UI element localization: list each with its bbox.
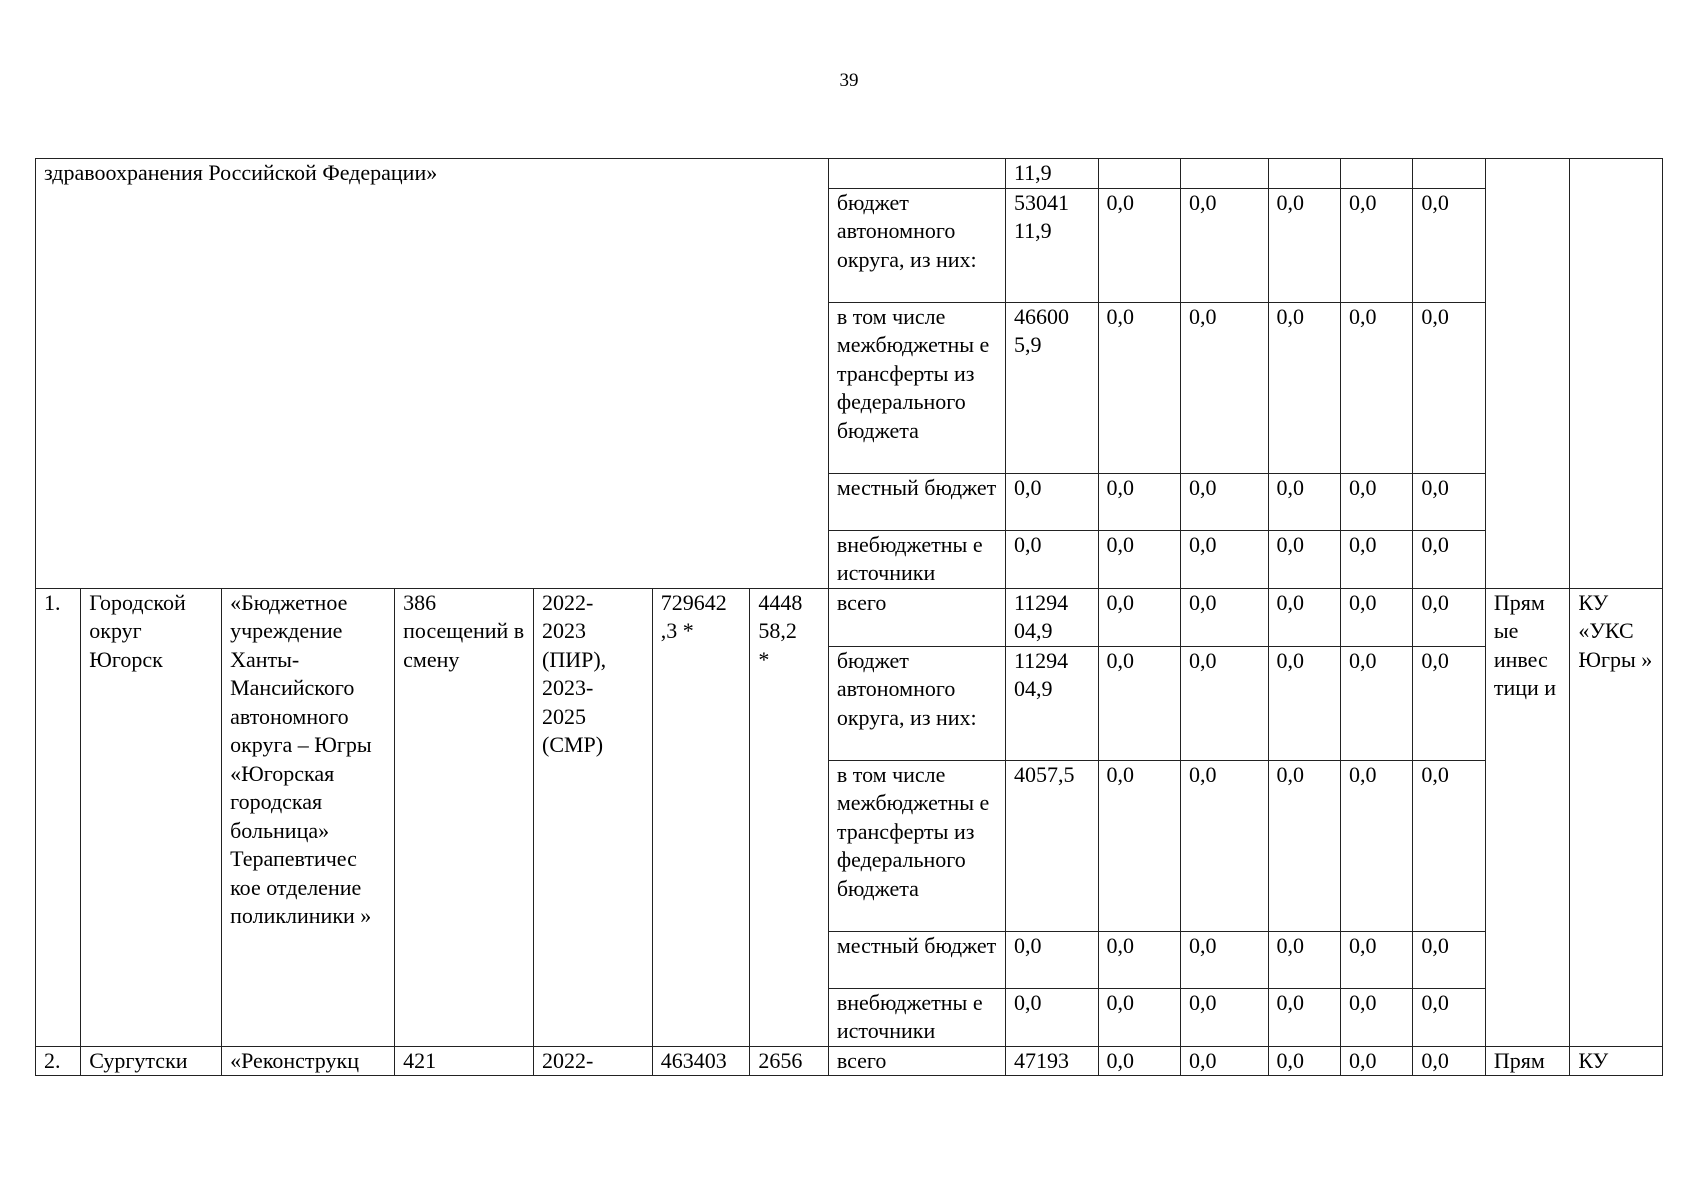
cost-cell: 729642 ,3 * bbox=[652, 588, 750, 1046]
value-cell: 0,0 bbox=[1098, 646, 1181, 760]
value-cell: 0,0 bbox=[1340, 646, 1412, 760]
value-cell bbox=[1268, 159, 1340, 189]
value-cell: 53041 11,9 bbox=[1005, 188, 1098, 302]
value-cell bbox=[1413, 159, 1485, 189]
page-number: 39 bbox=[839, 70, 859, 91]
value-cell: 0,0 bbox=[1268, 588, 1340, 646]
source-cell: местный бюджет bbox=[828, 473, 1005, 530]
value-cell: 0,0 bbox=[1268, 760, 1340, 931]
value-cell: 0,0 bbox=[1098, 473, 1181, 530]
value-cell: 0,0 bbox=[1413, 188, 1485, 302]
cost-cell: 463403 bbox=[652, 1046, 750, 1076]
source-cell: бюджет автономного округа, из них: bbox=[828, 646, 1005, 760]
value-cell: 11294 04,9 bbox=[1005, 646, 1098, 760]
source-cell: бюджет автономного округа, из них: bbox=[828, 188, 1005, 302]
source-cell: внебюджетны е источники bbox=[828, 530, 1005, 588]
value-cell: 0,0 bbox=[1098, 188, 1181, 302]
value-cell: 0,0 bbox=[1413, 302, 1485, 473]
source-cell: в том числе межбюджетны е трансферты из федерального бюджета bbox=[828, 760, 1005, 931]
object-number: 2. bbox=[36, 1046, 81, 1076]
investment-objects-table bbox=[35, 158, 1663, 1076]
value-cell: 11,9 bbox=[1005, 159, 1098, 189]
value-cell: 0,0 bbox=[1340, 188, 1412, 302]
value-cell: 0,0 bbox=[1413, 646, 1485, 760]
value-cell: 0,0 bbox=[1268, 1046, 1340, 1076]
value-cell: 0,0 bbox=[1181, 188, 1269, 302]
value-cell: 0,0 bbox=[1181, 988, 1269, 1046]
value-cell: 0,0 bbox=[1268, 931, 1340, 988]
value-cell: 0,0 bbox=[1413, 1046, 1485, 1076]
source-cell: местный бюджет bbox=[828, 931, 1005, 988]
source-cell: всего bbox=[828, 588, 1005, 646]
object-number: 1. bbox=[36, 588, 81, 1046]
capacity-cell: 421 bbox=[395, 1046, 534, 1076]
value-cell: 0,0 bbox=[1098, 760, 1181, 931]
value-cell: 0,0 bbox=[1181, 302, 1269, 473]
customer-cell bbox=[1570, 159, 1663, 589]
value-cell: 0,0 bbox=[1181, 588, 1269, 646]
value-cell: 0,0 bbox=[1098, 530, 1181, 588]
value-cell: 0,0 bbox=[1098, 302, 1181, 473]
value-cell: 0,0 bbox=[1340, 931, 1412, 988]
value-cell: 0,0 bbox=[1413, 530, 1485, 588]
value-cell: 0,0 bbox=[1098, 588, 1181, 646]
value-cell: 0,0 bbox=[1340, 988, 1412, 1046]
mechanism-cell bbox=[1485, 159, 1570, 589]
period-cell: 2022- 2023 (ПИР), 2023- 2025 (СМР) bbox=[534, 588, 653, 1046]
value-cell: 0,0 bbox=[1340, 530, 1412, 588]
value-cell bbox=[1340, 159, 1412, 189]
source-cell: всего bbox=[828, 1046, 1005, 1076]
object-1-row-0 bbox=[36, 588, 1663, 646]
value-cell: 11294 04,9 bbox=[1005, 588, 1098, 646]
value-cell: 0,0 bbox=[1181, 473, 1269, 530]
value-cell bbox=[1098, 159, 1181, 189]
municipality-cell: Сургутски bbox=[81, 1046, 222, 1076]
value-cell: 0,0 bbox=[1340, 760, 1412, 931]
customer-cell: КУ «УКС Югры » bbox=[1570, 588, 1663, 1046]
capacity-cell: 386 посещений в смену bbox=[395, 588, 534, 1046]
value-cell: 0,0 bbox=[1340, 588, 1412, 646]
value-cell: 0,0 bbox=[1268, 473, 1340, 530]
value-cell: 0,0 bbox=[1181, 646, 1269, 760]
period-cell: 2022- bbox=[534, 1046, 653, 1076]
source-cell: в том числе межбюджетны е трансферты из федерального бюджета bbox=[828, 302, 1005, 473]
source-cell bbox=[828, 159, 1005, 189]
value-cell: 0,0 bbox=[1005, 473, 1098, 530]
value-cell: 47193 bbox=[1005, 1046, 1098, 1076]
value-cell: 0,0 bbox=[1098, 988, 1181, 1046]
mechanism-cell: Прям bbox=[1485, 1046, 1570, 1076]
value-cell: 0,0 bbox=[1181, 530, 1269, 588]
object-name-cell: «Бюджетное учреждение Ханты-Мансийского автономного округа – Югры «Югорская городская больница» Терапевтичес кое отделение поликлиники » bbox=[222, 588, 395, 1046]
value-cell: 0,0 bbox=[1268, 302, 1340, 473]
municipality-cell: Городской округ Югорск bbox=[81, 588, 222, 1046]
mechanism-cell: Прям ые инвес тици и bbox=[1485, 588, 1570, 1046]
value-cell: 0,0 bbox=[1268, 646, 1340, 760]
customer-cell: КУ bbox=[1570, 1046, 1663, 1076]
value-cell: 4057,5 bbox=[1005, 760, 1098, 931]
value-cell: 0,0 bbox=[1413, 988, 1485, 1046]
value-cell: 0,0 bbox=[1005, 988, 1098, 1046]
value-cell: 0,0 bbox=[1340, 473, 1412, 530]
value-cell: 0,0 bbox=[1268, 530, 1340, 588]
remaining-cost-cell: 2656 bbox=[750, 1046, 829, 1076]
value-cell: 0,0 bbox=[1098, 1046, 1181, 1076]
value-cell: 0,0 bbox=[1268, 188, 1340, 302]
value-cell: 0,0 bbox=[1340, 1046, 1412, 1076]
value-cell: 0,0 bbox=[1181, 760, 1269, 931]
value-cell: 0,0 bbox=[1413, 473, 1485, 530]
remaining-cost-cell: 4448 58,2 * bbox=[750, 588, 829, 1046]
source-cell: внебюджетны е источники bbox=[828, 988, 1005, 1046]
value-cell: 0,0 bbox=[1340, 302, 1412, 473]
value-cell: 0,0 bbox=[1181, 1046, 1269, 1076]
value-cell: 0,0 bbox=[1413, 931, 1485, 988]
value-cell: 0,0 bbox=[1098, 931, 1181, 988]
value-cell: 0,0 bbox=[1413, 760, 1485, 931]
object-name-cell: «Реконструкц bbox=[222, 1046, 395, 1076]
continuation-row-0 bbox=[36, 159, 1663, 189]
value-cell: 46600 5,9 bbox=[1005, 302, 1098, 473]
value-cell bbox=[1181, 159, 1269, 189]
value-cell: 0,0 bbox=[1005, 931, 1098, 988]
value-cell: 0,0 bbox=[1413, 588, 1485, 646]
value-cell: 0,0 bbox=[1268, 988, 1340, 1046]
value-cell: 0,0 bbox=[1005, 530, 1098, 588]
value-cell: 0,0 bbox=[1181, 931, 1269, 988]
continuation-title: здравоохранения Российской Федерации» bbox=[36, 159, 829, 589]
object-2-row-0 bbox=[36, 1046, 1663, 1076]
